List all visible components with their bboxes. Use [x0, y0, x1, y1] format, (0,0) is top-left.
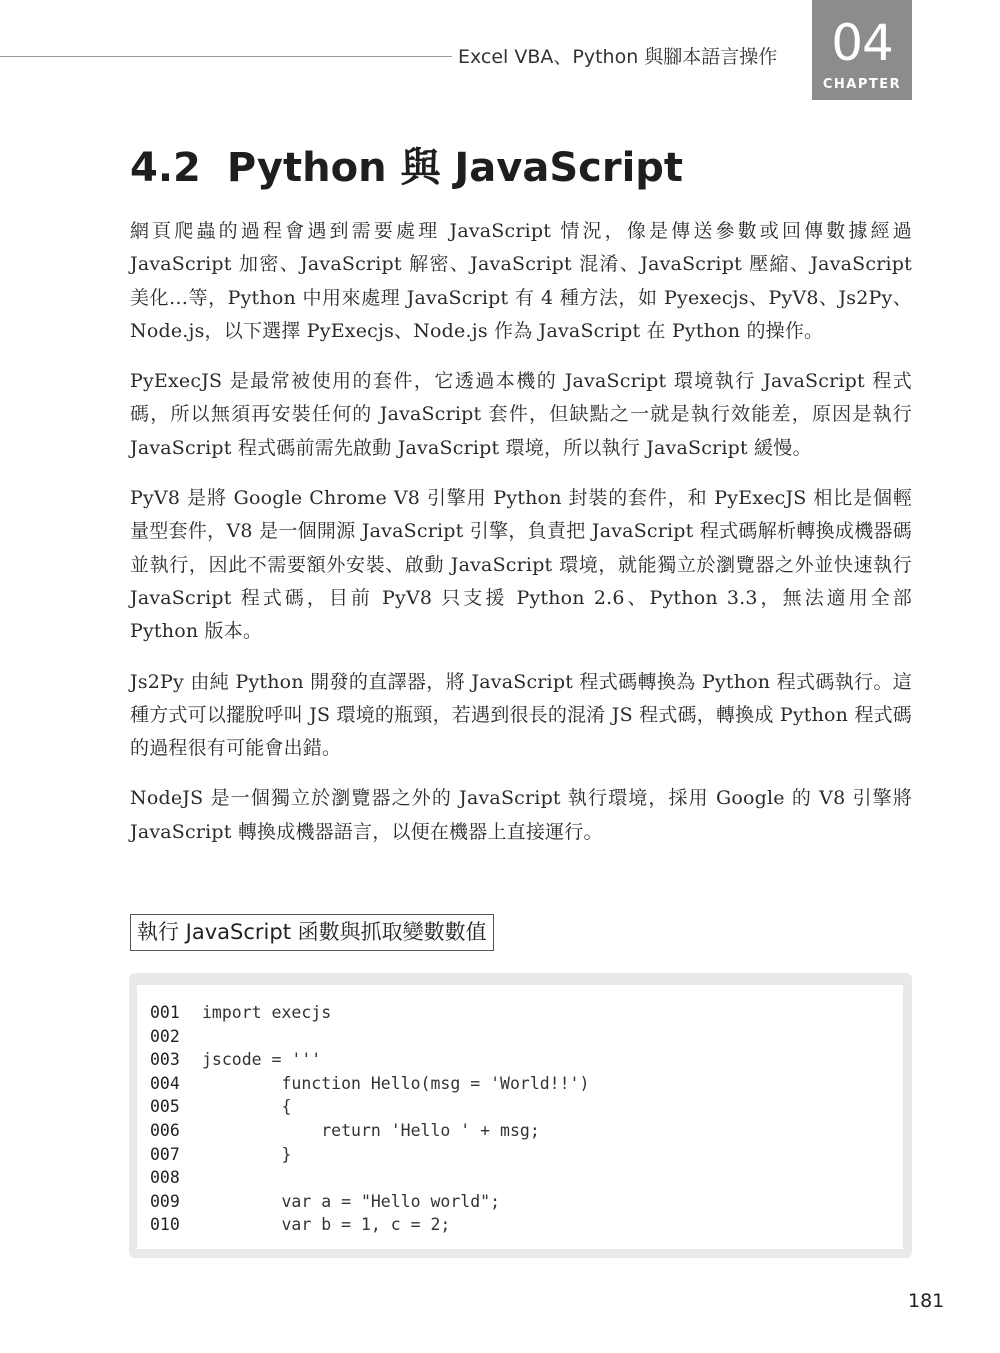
- code-line: [150, 1048, 589, 1072]
- chapter-number: 04: [831, 14, 893, 72]
- line-number: 004: [150, 1073, 180, 1093]
- paragraph-js2py: Js2Py 由純 Python 開發的直譯器，將 JavaScript 程式碼轉換為 Python 程式碼執行。這種方式可以擺脫呼叫 JS 環境的瓶頸，若遇到很長的混淆 JS 程式碼，轉換成 Python 程式碼的過程很有可能會出錯。: [130, 670, 912, 760]
- chapter-tab: [812, 0, 912, 100]
- paragraph-intro: 網頁爬蟲的過程會遇到需要處理 JavaScript 情況，像是傳送參數或回傳數據經過 JavaScript 加密、JavaScript 解密、JavaScript 混淆、JavaScript 壓縮、JavaScript 美化…等，Python 中用來處理 JavaScript 有 4 種方法，如 Pyexecjs、PyV8、Js2Py、Node.js，以下選擇 PyExecjs、Node.js 作為 JavaScript 在 Python 的操作。: [130, 220, 912, 342]
- code-line: [150, 1072, 589, 1096]
- line-number: 010: [150, 1215, 180, 1235]
- code-line: [150, 1119, 589, 1143]
- code-line: [150, 1025, 589, 1049]
- code-line: [150, 1143, 589, 1167]
- section-heading: [130, 140, 683, 196]
- page-number: 181: [908, 1290, 945, 1312]
- section-title: Python 與 JavaScript: [226, 145, 684, 191]
- code-area: [137, 985, 903, 1249]
- line-number: 002: [150, 1026, 180, 1046]
- code-text: import execjs: [202, 1003, 332, 1022]
- chapter-label: CHAPTER: [822, 77, 902, 92]
- code-text: return 'Hello ' + msg;: [202, 1120, 540, 1140]
- code-text: {: [202, 1097, 292, 1117]
- code-line: [150, 1095, 589, 1119]
- code-lines: [150, 1001, 589, 1237]
- line-number: 003: [150, 1050, 180, 1070]
- line-number: 001: [150, 1003, 180, 1022]
- line-number: 005: [150, 1097, 180, 1117]
- code-text: function Hello(msg = 'World!!'): [202, 1073, 590, 1093]
- code-line: [150, 1213, 589, 1237]
- paragraph-pyv8: PyV8 是將 Google Chrome V8 引擎用 Python 封裝的套件，和 PyExecJS 相比是個輕量型套件，V8 是一個開源 JavaScript 引擎，負責把 JavaScript 程式碼解析轉換成機器碼並執行，因此不需要額外安裝、啟動 JavaScript 環境，就能獨立於瀏覽器之外並快速執行 JavaScript 程式碼，目前 PyV8 只支援 Python 2.6、Python 3.3，無法適用全部 Python 版本。: [130, 487, 912, 643]
- running-header-title: Excel VBA、Python 與腳本語言操作: [458, 46, 778, 68]
- line-number: 007: [150, 1144, 180, 1164]
- code-line: [150, 1001, 589, 1025]
- section-number: 4.2: [130, 145, 201, 191]
- line-number: 009: [150, 1191, 180, 1211]
- paragraph-nodejs: NodeJS 是一個獨立於瀏覽器之外的 JavaScript 執行環境，採用 Google 的 V8 引擎將 JavaScript 轉換成機器語言，以便在機器上直接運行。: [130, 787, 912, 843]
- code-block: [129, 973, 912, 1258]
- header-rule: [0, 56, 452, 57]
- paragraph-pyexecjs: PyExecJS 是最常被使用的套件，它透過本機的 JavaScript 環境執行 JavaScript 程式碼，所以無須再安裝任何的 JavaScript 套件，但缺點之一就是執行效能差，原因是執行 JavaScript 程式碼前需先啟動 JavaScript 環境，所以執行 JavaScript 緩慢。: [130, 370, 912, 459]
- code-line: [150, 1166, 589, 1190]
- code-text: jscode = ''': [202, 1050, 322, 1070]
- code-text: var b = 1, c = 2;: [202, 1215, 451, 1235]
- code-text: var a = "Hello world";: [202, 1191, 501, 1211]
- body-text: [130, 215, 912, 866]
- code-text: }: [202, 1144, 292, 1164]
- line-number: 008: [150, 1168, 180, 1188]
- code-line: [150, 1190, 589, 1214]
- line-number: 006: [150, 1120, 180, 1140]
- code-caption: 執行 JavaScript 函數與抓取變數數值: [130, 914, 494, 951]
